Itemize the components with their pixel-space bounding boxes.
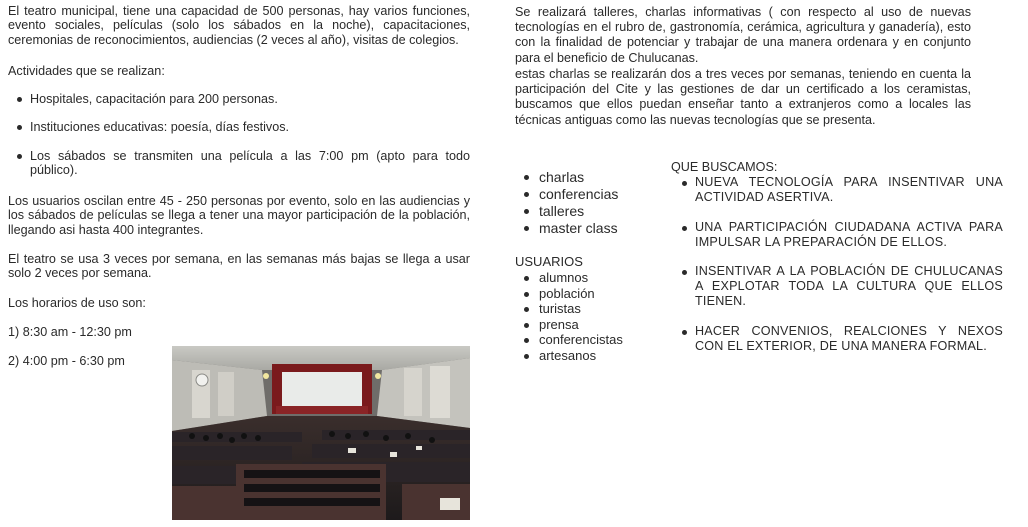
goals-column xyxy=(671,160,1003,354)
activities-list xyxy=(8,92,470,178)
list-item: NUEVA TECNOLOGÍA PARA INSENTIVAR UNA ACTIVIDAD ASERTIVA. xyxy=(671,175,1003,205)
schedule-heading: Los horarios de uso son: xyxy=(8,296,146,310)
goals-heading: QUE BUSCAMOS: xyxy=(671,160,778,174)
list-item: talleres xyxy=(515,203,665,220)
list-item: alumnos xyxy=(515,270,665,286)
auditorium-image xyxy=(172,346,470,520)
list-item: población xyxy=(515,286,665,302)
list-item: INSENTIVAR A LA POBLACIÓN DE CHULUCANAS A EXPLOTAR TODA LA CULTURA QUE ELLOS TIENEN. xyxy=(671,264,1003,310)
users-heading: USUARIOS xyxy=(515,254,583,269)
intro-paragraph: El teatro municipal, tiene una capacidad de 500 personas, hay varios funciones, evento sociales, películas (solo los sábados en la noche), capacitaciones, ceremonias de reconocimientos, audiencias (2 veces al año), visitas de colegios. xyxy=(8,4,470,47)
list-item: Hospitales, capacitación para 200 personas. xyxy=(8,92,470,106)
list-item: conferencistas xyxy=(515,332,665,348)
list-item: Instituciones educativas: poesía, días festivos. xyxy=(8,120,470,134)
activities-heading: Actividades que se realizan: xyxy=(8,64,165,78)
goals-list xyxy=(671,175,1003,354)
talks-paragraph: estas charlas se realizarán dos a tres veces por semanas, teniendo en cuenta la participación del Cite y las gestiones de dar un certificado a los ceramistas, buscamos que ellos puedan enseñar tanto a extranjeros como a locales las técnicas antiguas como las nuevas tecnologías que se presenta. xyxy=(515,67,971,127)
theater-auditorium-photo xyxy=(172,346,470,520)
list-item: master class xyxy=(515,220,665,237)
schedule-item-1: 1) 8:30 am - 12:30 pm xyxy=(8,325,132,339)
formats-list xyxy=(515,169,665,237)
users-paragraph: Los usuarios oscilan entre 45 - 250 personas por evento, solo en las audiencias y los sábados de películas se llega a tener una mayor participación de la población, llegando asi hasta 400 integrantes. xyxy=(8,194,470,237)
schedule-item-2: 2) 4:00 pm - 6:30 pm xyxy=(8,354,125,368)
list-item: prensa xyxy=(515,317,665,333)
usage-paragraph: El teatro se usa 3 veces por semana, en las semanas más bajas se llega a usar solo 2 veces por semana. xyxy=(8,252,470,281)
list-item: UNA PARTICIPACIÓN CIUDADANA ACTIVA PARA IMPULSAR LA PREPARACIÓN DE ELLOS. xyxy=(671,220,1003,250)
list-item: HACER CONVENIOS, REALCIONES Y NEXOS CON EL EXTERIOR, DE UNA MANERA FORMAL. xyxy=(671,324,1003,354)
list-item: Los sábados se transmiten una película a las 7:00 pm (apto para todo público). xyxy=(8,149,470,178)
list-item: charlas xyxy=(515,169,665,186)
list-item: artesanos xyxy=(515,348,665,364)
list-item: turistas xyxy=(515,301,665,317)
workshops-paragraph: Se realizará talleres, charlas informativas ( con respecto al uso de nuevas tecnologías en el rubro de, gastronomía, cerámica, agricultura y ganadería), esto con la finalidad de potenciar y trabajar de una manera ordenara y en conjunto para el beneficio de Chulucanas. xyxy=(515,5,971,65)
users-list xyxy=(515,270,665,364)
list-item: conferencias xyxy=(515,186,665,203)
